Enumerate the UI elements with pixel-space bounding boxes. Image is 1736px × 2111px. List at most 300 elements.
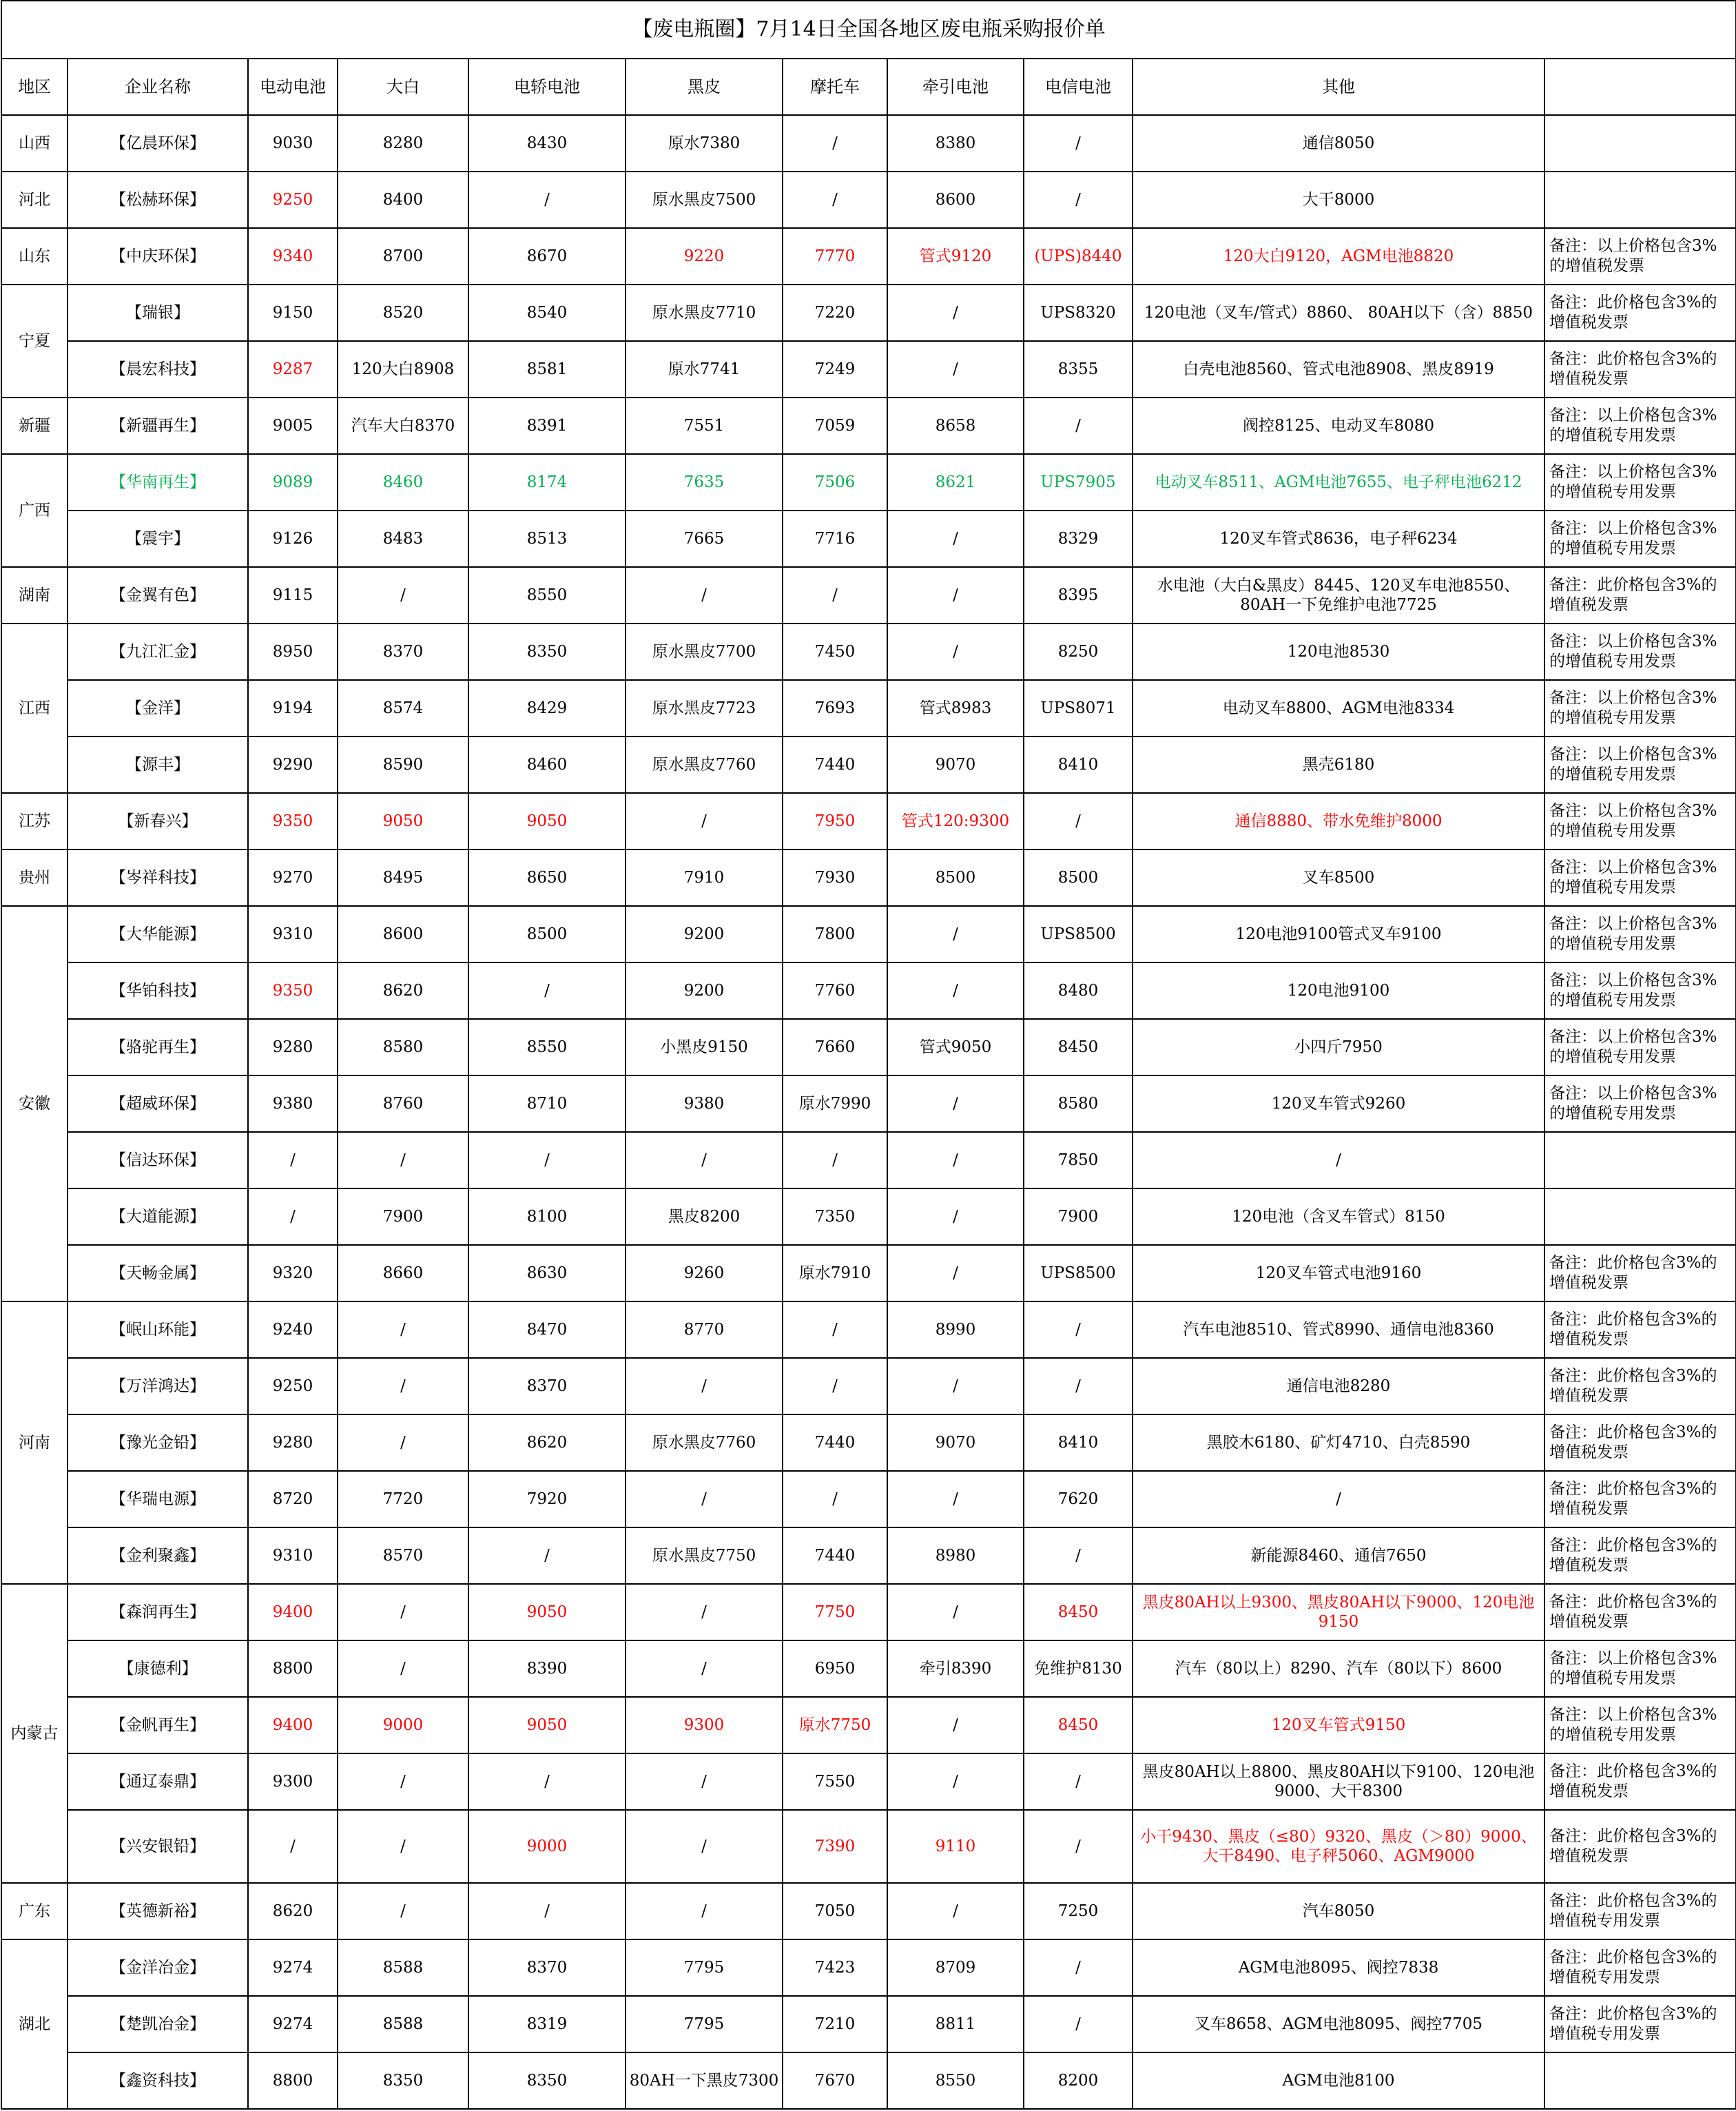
- motorcycle-price: 7950: [783, 793, 887, 849]
- traction-battery-price: /: [887, 1075, 1024, 1132]
- car-battery-price: 9050: [468, 1584, 626, 1640]
- company-name: 【九江汇金】: [68, 624, 248, 680]
- table-row: [1, 398, 1736, 454]
- telecom-battery-price: /: [1024, 1753, 1133, 1810]
- other-price: 黑皮80AH以上8800、黑皮80AH以下9100、120电池9000、大干8300: [1133, 1753, 1544, 1810]
- remark: 备注：以上价格包含3%的增值税专用发票: [1544, 737, 1736, 793]
- traction-battery-price: /: [887, 624, 1024, 680]
- dabai-price: 8495: [338, 849, 468, 906]
- header-dabai: 大白: [338, 59, 468, 115]
- traction-battery-price: 管式9120: [887, 228, 1024, 285]
- electric-battery-price: 9287: [248, 341, 338, 398]
- car-battery-price: 8650: [468, 849, 626, 906]
- electric-battery-price: 9310: [248, 1527, 338, 1584]
- company-name: 【森润再生】: [68, 1584, 248, 1640]
- motorcycle-price: 7693: [783, 680, 887, 737]
- region-cell: 河南: [1, 1301, 68, 1584]
- motorcycle-price: 原水7910: [783, 1245, 887, 1301]
- telecom-battery-price: 7250: [1024, 1883, 1133, 1939]
- car-battery-price: /: [468, 1753, 626, 1810]
- traction-battery-price: 8550: [887, 2052, 1024, 2109]
- region-cell: 新疆: [1, 398, 68, 454]
- electric-battery-price: 9274: [248, 1996, 338, 2052]
- traction-battery-price: /: [887, 1245, 1024, 1301]
- dabai-price: 7720: [338, 1471, 468, 1527]
- motorcycle-price: 7440: [783, 1414, 887, 1471]
- motorcycle-price: 7350: [783, 1188, 887, 1245]
- other-price: 电动叉车8800、AGM电池8334: [1133, 680, 1544, 737]
- dabai-price: 120大白8908: [338, 341, 468, 398]
- heipi-price: 原水7380: [626, 115, 783, 172]
- table-row: [1, 1697, 1736, 1753]
- electric-battery-price: 9380: [248, 1075, 338, 1132]
- remark: 备注：此价格包含3%的增值税发票: [1544, 285, 1736, 341]
- traction-battery-price: /: [887, 1471, 1024, 1527]
- telecom-battery-price: /: [1024, 1810, 1133, 1883]
- remark: 备注：此价格包含3%的增值税专用发票: [1544, 1939, 1736, 1996]
- region-cell: 安徽: [1, 906, 68, 1301]
- remark: 备注：此价格包含3%的增值税发票: [1544, 1527, 1736, 1584]
- company-name: 【松赫环保】: [68, 172, 248, 228]
- dabai-price: 9050: [338, 793, 468, 849]
- table-row: [1, 454, 1736, 511]
- heipi-price: /: [626, 1810, 783, 1883]
- company-name: 【楚凯冶金】: [68, 1996, 248, 2052]
- car-battery-price: /: [468, 172, 626, 228]
- heipi-price: 7910: [626, 849, 783, 906]
- car-battery-price: 8100: [468, 1188, 626, 1245]
- other-price: 汽车电池8510、管式8990、通信电池8360: [1133, 1301, 1544, 1358]
- telecom-battery-price: /: [1024, 1358, 1133, 1414]
- company-name: 【金洋冶金】: [68, 1939, 248, 1996]
- heipi-price: /: [626, 567, 783, 624]
- heipi-price: 原水黑皮7710: [626, 285, 783, 341]
- electric-battery-price: 8800: [248, 1640, 338, 1697]
- company-name: 【信达环保】: [68, 1132, 248, 1188]
- company-name: 【华瑞电源】: [68, 1471, 248, 1527]
- heipi-price: 小黑皮9150: [626, 1019, 783, 1075]
- remark: [1544, 1188, 1736, 1245]
- other-price: 新能源8460、通信7650: [1133, 1527, 1544, 1584]
- motorcycle-price: 7390: [783, 1810, 887, 1883]
- motorcycle-price: 原水7990: [783, 1075, 887, 1132]
- motorcycle-price: 6950: [783, 1640, 887, 1697]
- remark: [1544, 1132, 1736, 1188]
- company-name: 【大华能源】: [68, 906, 248, 962]
- other-price: 汽车8050: [1133, 1883, 1544, 1939]
- heipi-price: /: [626, 1132, 783, 1188]
- traction-battery-price: /: [887, 1883, 1024, 1939]
- region-cell: 宁夏: [1, 285, 68, 398]
- dabai-price: 8760: [338, 1075, 468, 1132]
- car-battery-price: 8429: [468, 680, 626, 737]
- region-cell: 河北: [1, 172, 68, 228]
- traction-battery-price: 8980: [887, 1527, 1024, 1584]
- traction-battery-price: 8621: [887, 454, 1024, 511]
- heipi-price: 黑皮8200: [626, 1188, 783, 1245]
- telecom-battery-price: (UPS)8440: [1024, 228, 1133, 285]
- dabai-price: 汽车大白8370: [338, 398, 468, 454]
- traction-battery-price: /: [887, 1697, 1024, 1753]
- motorcycle-price: 7249: [783, 341, 887, 398]
- motorcycle-price: 7059: [783, 398, 887, 454]
- telecom-battery-price: 8450: [1024, 1019, 1133, 1075]
- page-title: 【废电瓶圈】7月14日全国各地区废电瓶采购报价单: [1, 1, 1736, 59]
- remark: 备注：此价格包含3%的增值税发票: [1544, 1471, 1736, 1527]
- other-price: 通信8050: [1133, 115, 1544, 172]
- dabai-price: 8588: [338, 1996, 468, 2052]
- telecom-battery-price: UPS8320: [1024, 285, 1133, 341]
- heipi-price: 7795: [626, 1996, 783, 2052]
- table-row: [1, 1245, 1736, 1301]
- traction-battery-price: 8600: [887, 172, 1024, 228]
- motorcycle-price: 7660: [783, 1019, 887, 1075]
- dabai-price: 8700: [338, 228, 468, 285]
- table-row: [1, 285, 1736, 341]
- heipi-price: 9380: [626, 1075, 783, 1132]
- other-price: 水电池（大白&黑皮）8445、120叉车电池8550、80AH一下免维护电池7725: [1133, 567, 1544, 624]
- table-row: [1, 1358, 1736, 1414]
- dabai-price: /: [338, 1132, 468, 1188]
- table-row: [1, 1527, 1736, 1584]
- region-cell: 广西: [1, 454, 68, 567]
- telecom-battery-price: 8329: [1024, 511, 1133, 567]
- company-name: 【金帆再生】: [68, 1697, 248, 1753]
- car-battery-price: 8550: [468, 567, 626, 624]
- motorcycle-price: 7550: [783, 1753, 887, 1810]
- traction-battery-price: /: [887, 567, 1024, 624]
- telecom-battery-price: 免维护8130: [1024, 1640, 1133, 1697]
- car-battery-price: /: [468, 1527, 626, 1584]
- table-row: [1, 341, 1736, 398]
- traction-battery-price: 9070: [887, 1414, 1024, 1471]
- table-row: [1, 793, 1736, 849]
- traction-battery-price: 8380: [887, 115, 1024, 172]
- motorcycle-price: 7440: [783, 1527, 887, 1584]
- table-row: [1, 1301, 1736, 1358]
- car-battery-price: /: [468, 1132, 626, 1188]
- heipi-price: 原水黑皮7760: [626, 1414, 783, 1471]
- telecom-battery-price: UPS8500: [1024, 906, 1133, 962]
- electric-battery-price: /: [248, 1188, 338, 1245]
- telecom-battery-price: /: [1024, 398, 1133, 454]
- remark: 备注：以上价格包含3%的增值税专用发票: [1544, 680, 1736, 737]
- remark: 备注：以上价格包含3%的增值税专用发票: [1544, 906, 1736, 962]
- heipi-price: 7665: [626, 511, 783, 567]
- remark: 备注：以上价格包含3%的增值税专用发票: [1544, 1075, 1736, 1132]
- traction-battery-price: 管式9050: [887, 1019, 1024, 1075]
- motorcycle-price: /: [783, 1471, 887, 1527]
- dabai-price: /: [338, 1640, 468, 1697]
- car-battery-price: 8370: [468, 1358, 626, 1414]
- other-price: 通信8880、带水免维护8000: [1133, 793, 1544, 849]
- remark: 备注：此价格包含3%的增值税发票: [1544, 1810, 1736, 1883]
- electric-battery-price: 9270: [248, 849, 338, 906]
- company-name: 【瑞银】: [68, 285, 248, 341]
- header-telecom-battery: 电信电池: [1024, 59, 1133, 115]
- heipi-price: /: [626, 1584, 783, 1640]
- table-row: [1, 1640, 1736, 1697]
- car-battery-price: 8391: [468, 398, 626, 454]
- table-row: [1, 737, 1736, 793]
- dabai-price: /: [338, 1753, 468, 1810]
- dabai-price: /: [338, 1584, 468, 1640]
- traction-battery-price: 8709: [887, 1939, 1024, 1996]
- telecom-battery-price: /: [1024, 115, 1133, 172]
- dabai-price: 8350: [338, 2052, 468, 2109]
- other-price: 汽车（80以上）8290、汽车（80以下）8600: [1133, 1640, 1544, 1697]
- other-price: /: [1133, 1471, 1544, 1527]
- traction-battery-price: 8658: [887, 398, 1024, 454]
- company-name: 【兴安银铅】: [68, 1810, 248, 1883]
- table-header-row: [1, 59, 1736, 115]
- heipi-price: /: [626, 1883, 783, 1939]
- dabai-price: 8588: [338, 1939, 468, 1996]
- heipi-price: 9300: [626, 1697, 783, 1753]
- dabai-price: 8660: [338, 1245, 468, 1301]
- traction-battery-price: 8990: [887, 1301, 1024, 1358]
- electric-battery-price: 9126: [248, 511, 338, 567]
- table-row: [1, 1753, 1736, 1810]
- table-row: [1, 1471, 1736, 1527]
- remark: 备注：此价格包含3%的增值税发票: [1544, 1245, 1736, 1301]
- motorcycle-price: 7770: [783, 228, 887, 285]
- dabai-price: /: [338, 1358, 468, 1414]
- telecom-battery-price: 7900: [1024, 1188, 1133, 1245]
- table-row: [1, 567, 1736, 624]
- other-price: 黑皮80AH以上9300、黑皮80AH以下9000、120电池9150: [1133, 1584, 1544, 1640]
- table-row: [1, 1883, 1736, 1939]
- header-region: 地区: [1, 59, 68, 115]
- other-price: 黑壳6180: [1133, 737, 1544, 793]
- other-price: 叉车8658、AGM电池8095、阀控7705: [1133, 1996, 1544, 2052]
- header-car-battery: 电轿电池: [468, 59, 626, 115]
- car-battery-price: 8430: [468, 115, 626, 172]
- electric-battery-price: 9005: [248, 398, 338, 454]
- traction-battery-price: 牵引8390: [887, 1640, 1024, 1697]
- electric-battery-price: 9150: [248, 285, 338, 341]
- car-battery-price: 8470: [468, 1301, 626, 1358]
- car-battery-price: 9000: [468, 1810, 626, 1883]
- dabai-price: 8520: [338, 285, 468, 341]
- traction-battery-price: /: [887, 341, 1024, 398]
- header-company: 企业名称: [68, 59, 248, 115]
- telecom-battery-price: UPS8500: [1024, 1245, 1133, 1301]
- table-row: [1, 680, 1736, 737]
- company-name: 【华铂科技】: [68, 962, 248, 1019]
- motorcycle-price: /: [783, 1301, 887, 1358]
- company-name: 【华南再生】: [68, 454, 248, 511]
- electric-battery-price: 9274: [248, 1939, 338, 1996]
- company-name: 【新疆再生】: [68, 398, 248, 454]
- car-battery-price: 8630: [468, 1245, 626, 1301]
- table-row: [1, 962, 1736, 1019]
- car-battery-price: 9050: [468, 793, 626, 849]
- electric-battery-price: 8950: [248, 624, 338, 680]
- dabai-price: /: [338, 1301, 468, 1358]
- company-name: 【万洋鸿达】: [68, 1358, 248, 1414]
- region-cell: 贵州: [1, 849, 68, 906]
- telecom-battery-price: 8355: [1024, 341, 1133, 398]
- remark: 备注：以上价格包含3%的增值税专用发票: [1544, 624, 1736, 680]
- electric-battery-price: 8620: [248, 1883, 338, 1939]
- other-price: AGM电池8100: [1133, 2052, 1544, 2109]
- telecom-battery-price: /: [1024, 1301, 1133, 1358]
- table-row: [1, 1132, 1736, 1188]
- dabai-price: /: [338, 567, 468, 624]
- traction-battery-price: 9110: [887, 1810, 1024, 1883]
- other-price: 120叉车管式电池9160: [1133, 1245, 1544, 1301]
- car-battery-price: 8350: [468, 2052, 626, 2109]
- remark: 备注：以上价格包含3%的增值税发票: [1544, 228, 1736, 285]
- heipi-price: 80AH一下黑皮7300: [626, 2052, 783, 2109]
- region-cell: 内蒙古: [1, 1584, 68, 1883]
- motorcycle-price: /: [783, 1132, 887, 1188]
- dabai-price: 8590: [338, 737, 468, 793]
- dabai-price: 9000: [338, 1697, 468, 1753]
- heipi-price: 原水黑皮7500: [626, 172, 783, 228]
- other-price: 通信电池8280: [1133, 1358, 1544, 1414]
- region-cell: 山东: [1, 228, 68, 285]
- other-price: 120电池（含叉车管式）8150: [1133, 1188, 1544, 1245]
- heipi-price: /: [626, 793, 783, 849]
- motorcycle-price: /: [783, 567, 887, 624]
- header-traction-battery: 牵引电池: [887, 59, 1024, 115]
- other-price: 120大白9120，AGM电池8820: [1133, 228, 1544, 285]
- other-price: /: [1133, 1132, 1544, 1188]
- car-battery-price: 8710: [468, 1075, 626, 1132]
- car-battery-price: 8460: [468, 737, 626, 793]
- motorcycle-price: 7450: [783, 624, 887, 680]
- traction-battery-price: /: [887, 962, 1024, 1019]
- traction-battery-price: 管式8983: [887, 680, 1024, 737]
- electric-battery-price: 9300: [248, 1753, 338, 1810]
- header-motorcycle: 摩托车: [783, 59, 887, 115]
- motorcycle-price: 7506: [783, 454, 887, 511]
- car-battery-price: 8390: [468, 1640, 626, 1697]
- table-body: [1, 115, 1736, 2109]
- company-name: 【天畅金属】: [68, 1245, 248, 1301]
- remark: 备注：以上价格包含3%的增值税专用发票: [1544, 454, 1736, 511]
- motorcycle-price: 7800: [783, 906, 887, 962]
- electric-battery-price: 9280: [248, 1019, 338, 1075]
- company-name: 【金翼有色】: [68, 567, 248, 624]
- remark: [1544, 2052, 1736, 2109]
- electric-battery-price: 9089: [248, 454, 338, 511]
- telecom-battery-price: 8480: [1024, 962, 1133, 1019]
- company-name: 【大道能源】: [68, 1188, 248, 1245]
- heipi-price: 9200: [626, 962, 783, 1019]
- motorcycle-price: 7050: [783, 1883, 887, 1939]
- header-other: 其他: [1133, 59, 1544, 115]
- traction-battery-price: 8811: [887, 1996, 1024, 2052]
- dabai-price: 8370: [338, 624, 468, 680]
- remark: 备注：此价格包含3%的增值税发票: [1544, 1584, 1736, 1640]
- telecom-battery-price: /: [1024, 1939, 1133, 1996]
- electric-battery-price: 9280: [248, 1414, 338, 1471]
- table-row: [1, 1188, 1736, 1245]
- table-row: [1, 115, 1736, 172]
- electric-battery-price: 9350: [248, 793, 338, 849]
- other-price: 电动叉车8511、AGM电池7655、电子秤电池6212: [1133, 454, 1544, 511]
- other-price: 120叉车管式8636，电子秤6234: [1133, 511, 1544, 567]
- car-battery-price: 8540: [468, 285, 626, 341]
- remark: 备注：此价格包含3%的增值税发票: [1544, 1301, 1736, 1358]
- heipi-price: 原水黑皮7700: [626, 624, 783, 680]
- dabai-price: 8460: [338, 454, 468, 511]
- motorcycle-price: 7670: [783, 2052, 887, 2109]
- heipi-price: 原水黑皮7750: [626, 1527, 783, 1584]
- company-name: 【金洋】: [68, 680, 248, 737]
- telecom-battery-price: 8410: [1024, 1414, 1133, 1471]
- electric-battery-price: 9194: [248, 680, 338, 737]
- remark: 备注：此价格包含3%的增值税专用发票: [1544, 1996, 1736, 2052]
- dabai-price: 8280: [338, 115, 468, 172]
- motorcycle-price: 7220: [783, 285, 887, 341]
- table-row: [1, 624, 1736, 680]
- other-price: 小四斤7950: [1133, 1019, 1544, 1075]
- other-price: 120叉车管式9150: [1133, 1697, 1544, 1753]
- region-cell: 江西: [1, 624, 68, 793]
- dabai-price: 8400: [338, 172, 468, 228]
- remark: 备注：以上价格包含3%的增值税专用发票: [1544, 398, 1736, 454]
- traction-battery-price: 管式120:9300: [887, 793, 1024, 849]
- car-battery-price: 8550: [468, 1019, 626, 1075]
- traction-battery-price: /: [887, 1358, 1024, 1414]
- company-name: 【金利聚鑫】: [68, 1527, 248, 1584]
- electric-battery-price: 8800: [248, 2052, 338, 2109]
- telecom-battery-price: 8580: [1024, 1075, 1133, 1132]
- table-row: [1, 1996, 1736, 2052]
- traction-battery-price: /: [887, 1584, 1024, 1640]
- remark: [1544, 172, 1736, 228]
- heipi-price: 原水7741: [626, 341, 783, 398]
- table-row: [1, 2052, 1736, 2109]
- car-battery-price: 9050: [468, 1697, 626, 1753]
- company-name: 【英德新裕】: [68, 1883, 248, 1939]
- table-row: [1, 906, 1736, 962]
- car-battery-price: 8319: [468, 1996, 626, 2052]
- table-row: [1, 1414, 1736, 1471]
- region-cell: 湖南: [1, 567, 68, 624]
- car-battery-price: 8670: [468, 228, 626, 285]
- car-battery-price: /: [468, 962, 626, 1019]
- table-row: [1, 1939, 1736, 1996]
- other-price: 120电池（叉车/管式）8860、 80AH以下（含）8850: [1133, 285, 1544, 341]
- region-cell: 江苏: [1, 793, 68, 849]
- other-price: 120电池9100: [1133, 962, 1544, 1019]
- company-name: 【豫光金铅】: [68, 1414, 248, 1471]
- company-name: 【震宇】: [68, 511, 248, 567]
- region-cell: 湖北: [1, 1939, 68, 2109]
- telecom-battery-price: /: [1024, 172, 1133, 228]
- heipi-price: /: [626, 1640, 783, 1697]
- heipi-price: 7551: [626, 398, 783, 454]
- table-row: [1, 228, 1736, 285]
- motorcycle-price: 7760: [783, 962, 887, 1019]
- electric-battery-price: 9115: [248, 567, 338, 624]
- dabai-price: 8620: [338, 962, 468, 1019]
- remark: 备注：以上价格包含3%的增值税专用发票: [1544, 962, 1736, 1019]
- heipi-price: 原水黑皮7723: [626, 680, 783, 737]
- motorcycle-price: 7750: [783, 1584, 887, 1640]
- telecom-battery-price: 7850: [1024, 1132, 1133, 1188]
- region-cell: 山西: [1, 115, 68, 172]
- traction-battery-price: /: [887, 906, 1024, 962]
- electric-battery-price: 9250: [248, 1358, 338, 1414]
- company-name: 【中庆环保】: [68, 228, 248, 285]
- price-table: [1, 0, 1736, 2110]
